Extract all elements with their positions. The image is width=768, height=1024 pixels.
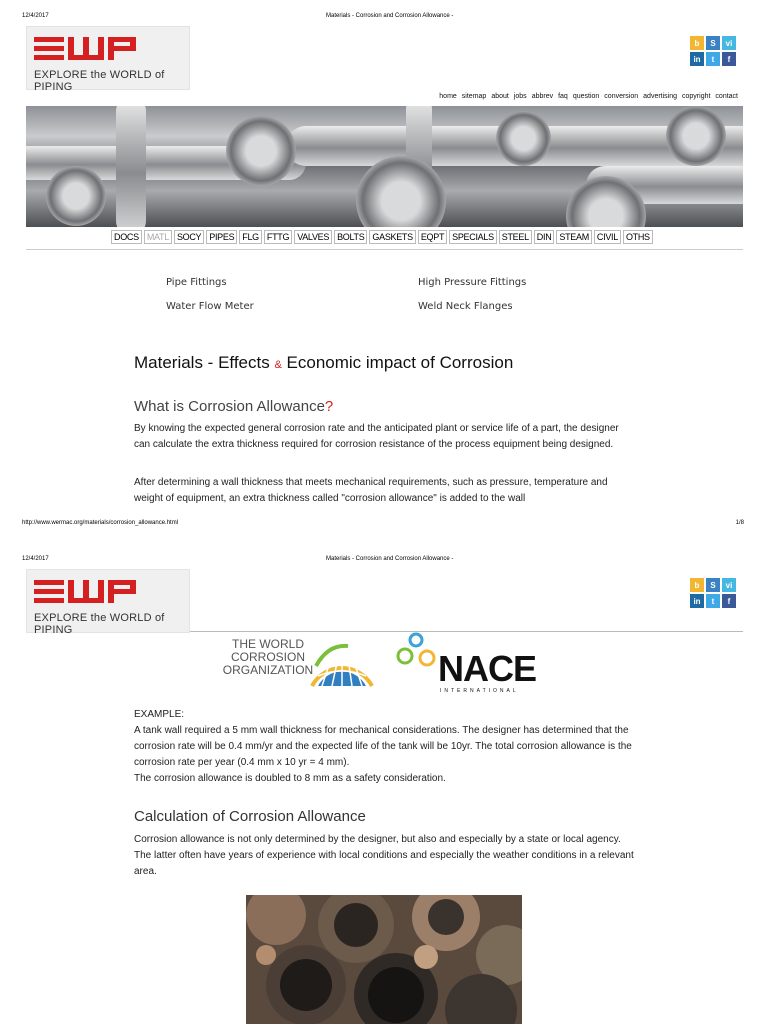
top-navigation — [439, 93, 738, 100]
nav-faq[interactable]: faq — [558, 93, 568, 100]
ad-link-pipe-fittings[interactable]: Pipe Fittings — [166, 277, 227, 288]
nace-symbol-icon — [396, 632, 438, 672]
wco-line-3: ORGANIZATION — [222, 663, 314, 677]
subheading-text: What is Corrosion Allowance — [134, 398, 325, 415]
title-part1: Materials - Effects — [134, 353, 275, 372]
example-text-2: The corrosion allowance is doubled to 8 mm as a safety consideration. — [134, 773, 446, 784]
corroded-metal-image — [246, 895, 522, 1024]
paragraph-3: Corrosion allowance is not only determined by the designer, but also and especially by a state or local agency. The latter often have years of experience with local conditions and especially the weather conditions in a relevant area. — [134, 834, 634, 877]
nav-question[interactable]: question — [572, 93, 600, 100]
cat-specials[interactable]: SPECIALS — [449, 230, 497, 244]
ad-link-water-flow-meter[interactable]: Water Flow Meter — [166, 301, 254, 312]
logo-tagline-2: EXPLORE the WORLD of PIPING — [34, 612, 165, 636]
site-logo-2[interactable] — [26, 569, 190, 636]
wco-line-1: THE WORLD — [232, 637, 304, 651]
nav-copyright[interactable]: copyright — [682, 93, 711, 100]
paragraph-2: After determining a wall thickness that meets mechanical requirements, such as pressure, temperature and weight of equipment, an extra thickness called "corrosion allowance" is added to the wall — [134, 477, 608, 504]
nav-contact[interactable]: contact — [715, 93, 738, 100]
nace-wordmark: NACE — [438, 648, 537, 689]
cat-bolts[interactable]: BOLTS — [334, 230, 367, 244]
nav-advertising[interactable]: advertising — [643, 93, 678, 100]
hero-pipes-image — [26, 106, 743, 227]
print-page-number: 1/8 — [735, 520, 744, 526]
nav-abbrev[interactable]: abbrev — [531, 93, 554, 100]
cat-din[interactable]: DIN — [534, 230, 555, 244]
facebook-icon[interactable]: f — [722, 52, 736, 66]
print-title: Materials - Corrosion and Corrosion Allowance - — [326, 13, 454, 19]
nav-jobs[interactable]: jobs — [513, 93, 527, 100]
cat-valves[interactable]: VALVES — [294, 230, 332, 244]
nav-conversion[interactable]: conversion — [604, 93, 639, 100]
twitter-icon[interactable]: t — [706, 52, 720, 66]
cat-matl[interactable]: MATL — [144, 230, 172, 244]
logo-tagline: EXPLORE the WORLD of PIPING — [34, 69, 165, 93]
site-logo[interactable] — [26, 26, 190, 93]
paragraph-1: By knowing the expected general corrosion rate and the anticipated plant or service life of a part, the designer can calculate the extra thickness required for corrosion resistance of the process equipment being designed. — [134, 423, 619, 450]
blogger-icon[interactable]: b — [690, 578, 704, 592]
section-heading-calculation: Calculation of Corrosion Allowance — [134, 808, 366, 825]
print-url[interactable]: http://www.wermac.org/materials/corrosion_allowance.html — [22, 520, 179, 526]
cat-steam[interactable]: STEAM — [556, 230, 592, 244]
subheading-question-mark: ? — [324, 398, 334, 415]
cat-flg[interactable]: FLG — [239, 230, 262, 244]
cat-docs[interactable]: DOCS — [111, 230, 142, 244]
twitter-icon[interactable]: t — [706, 594, 720, 608]
cat-gaskets[interactable]: GASKETS — [369, 230, 415, 244]
stumbleupon-icon[interactable]: S — [706, 578, 720, 592]
wco-line-2: CORROSION — [230, 650, 305, 664]
wco-wordmark — [216, 638, 320, 677]
ad-link-high-pressure-fittings[interactable]: High Pressure Fittings — [418, 277, 527, 288]
linkedin-icon[interactable]: in — [690, 594, 704, 608]
example-text-1: A tank wall required a 5 mm wall thickness for mechanical considerations. The designer has determined that the corrosion rate will be 0.4 mm/yr and the expected life of the tank will be 10yr. The total corrosion allowance is the corrosion rate per year (0.4 mm x 10 yr = 4 mm). — [134, 725, 632, 768]
ewp-logo-mark — [34, 37, 138, 61]
page-title — [134, 353, 513, 373]
facebook-icon[interactable]: f — [722, 594, 736, 608]
corrosion-texture — [246, 895, 522, 1024]
nav-sitemap[interactable]: sitemap — [461, 93, 487, 100]
wco-logo[interactable] — [216, 636, 376, 688]
vimeo-icon[interactable]: vi — [722, 36, 736, 50]
cat-oths[interactable]: OTHS — [623, 230, 653, 244]
cat-socy[interactable]: SOCY — [174, 230, 204, 244]
social-links-2 — [690, 578, 736, 608]
blogger-icon[interactable]: b — [690, 36, 704, 50]
title-ampersand: & — [274, 359, 282, 371]
nav-home[interactable]: home — [439, 93, 457, 100]
vimeo-icon[interactable]: vi — [722, 578, 736, 592]
divider — [26, 249, 743, 250]
cat-civil[interactable]: CIVIL — [594, 230, 621, 244]
cat-fttg[interactable]: FTTG — [264, 230, 292, 244]
stumbleupon-icon[interactable]: S — [706, 36, 720, 50]
print-date: 12/4/2017 — [22, 13, 49, 19]
title-part2: Economic impact of Corrosion — [281, 353, 514, 372]
cat-steel[interactable]: STEEL — [499, 230, 532, 244]
nace-subtitle: INTERNATIONAL — [440, 688, 519, 694]
example-label: EXAMPLE: — [134, 709, 185, 720]
section-heading-what-is — [134, 398, 333, 415]
social-links-1 — [690, 36, 736, 66]
linkedin-icon[interactable]: in — [690, 52, 704, 66]
print-date-2: 12/4/2017 — [22, 556, 49, 562]
ad-link-weld-neck-flanges[interactable]: Weld Neck Flanges — [418, 301, 513, 312]
ewp-logo-mark-2 — [34, 580, 138, 604]
cat-pipes[interactable]: PIPES — [206, 230, 237, 244]
nace-logo[interactable] — [396, 632, 552, 698]
print-title-2: Materials - Corrosion and Corrosion Allowance - — [326, 556, 454, 562]
cat-eqpt[interactable]: EQPT — [418, 230, 447, 244]
nav-about[interactable]: about — [491, 93, 509, 100]
category-bar — [111, 230, 653, 244]
